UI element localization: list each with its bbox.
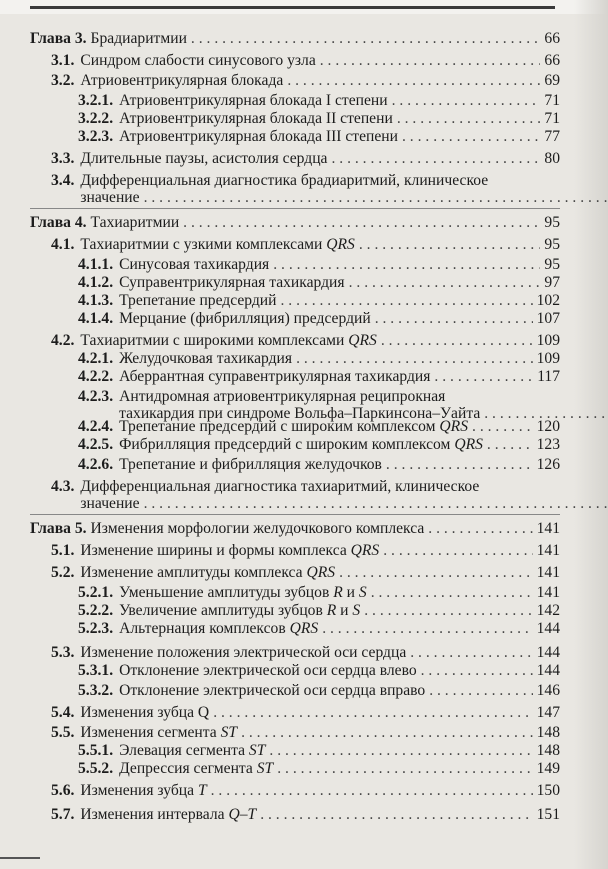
toc-page-number: 71 [544,92,560,109]
toc-entry-number: 4.2.6. [78,456,114,473]
toc-title-text: Элевация сегмента [119,742,249,759]
toc-page-number: 95 [544,256,560,273]
toc-entry-number: 3.2.2. [78,110,114,127]
toc-leader-dots [260,806,532,823]
toc-title-text: Тахиаритмии с узкими комплексами [80,236,327,253]
page-bottom-mark [0,857,40,859]
toc-entry[interactable] [30,418,560,435]
toc-title-text: Атриовентрикулярная блокада II степени [119,110,393,127]
toc-entry-number: 3.4. [51,172,75,189]
toc-leader-dots [410,644,532,661]
toc-leader-dots [241,724,533,741]
toc-page-number: 120 [536,418,560,435]
toc-entry[interactable] [30,704,560,721]
toc-entry[interactable] [30,564,560,581]
toc-entry-number: 5.5.2. [78,760,114,777]
toc-title-italic: QRS [326,236,355,253]
toc-page-number: 66 [544,52,560,69]
toc-entry-title [80,644,406,661]
toc-title-italic: S [352,602,361,619]
toc-leader-dots [339,564,533,581]
toc-page-number: 66 [544,30,560,47]
toc-entry[interactable] [30,478,560,512]
toc-title-italic: ST [220,724,238,741]
toc-title-italic: ST [248,742,266,759]
toc-entry[interactable] [30,350,560,367]
toc-entry[interactable] [30,310,560,327]
toc-page-number: 149 [536,760,560,777]
toc-entry[interactable] [30,724,560,741]
toc-entry-number: 3.1. [51,52,75,69]
toc-title-text: Изменение ширины и формы комплекса [80,542,351,559]
toc-page-number: 148 [536,724,560,741]
toc-page-number: 95 [544,214,560,231]
toc-leader-dots [213,704,532,721]
toc-page-number: 102 [536,292,560,309]
toc-entry[interactable] [30,236,560,253]
toc-entry[interactable] [30,332,560,349]
toc-entry[interactable] [30,644,560,661]
toc-entry-number: 4.1. [51,236,75,253]
toc-entry-number: 4.2.3. [78,388,114,405]
toc-entry-title-line2: значение [80,495,140,512]
toc-entry-number: 5.7. [51,806,75,823]
toc-entry-number: 4.1.3. [78,292,114,309]
toc-title-text: Трепетание предсердий с широким комплексом [119,418,440,435]
toc-leader-dots [402,128,540,145]
toc-title-text: и [342,584,359,601]
toc-entry[interactable] [30,150,560,167]
toc-entry-number: Глава 4. [30,214,87,231]
toc-page-number: 80 [544,150,560,167]
toc-entry[interactable] [30,782,560,799]
toc-leader-dots [429,682,532,699]
toc-leader-dots [428,520,532,537]
toc-entry-title [80,782,206,799]
toc-entry[interactable] [30,662,560,679]
toc-title-text: Альтернация комплексов [119,620,290,637]
toc-leader-dots [296,350,533,367]
toc-entry-number: 5.2.1. [78,584,114,601]
toc-entry-number: 4.1.1. [78,256,114,273]
toc-entry[interactable] [30,274,560,291]
toc-entry[interactable] [30,602,560,619]
toc-title-text: Отклонение электрической оси сердца вправо [119,682,426,699]
toc-entry-number: 4.2.1. [78,350,114,367]
toc-entry-number: 5.5.1. [78,742,114,759]
toc-title-text: Тахиаритмии с широкими комплексами [80,332,349,349]
toc-leader-dots [183,214,540,231]
toc-leader-dots [144,189,608,206]
toc-entry-number: 4.2. [51,332,75,349]
toc-leader-dots [281,292,533,309]
toc-title-italic: R [326,602,337,619]
toc-page-number: 141 [536,520,560,537]
toc-entry-title [119,436,483,453]
toc-entry[interactable] [30,620,560,637]
toc-entry-title [119,350,292,367]
toc-title-text: Трепетание предсердий [119,292,277,309]
toc-leader-dots [287,72,540,89]
toc-entry[interactable] [30,52,560,69]
toc-title-text: Депрессия сегмента [119,760,257,777]
toc-title-text: Изменения морфологии желудочкового комплекса [90,520,425,537]
toc-page-number: 77 [544,128,560,145]
toc-entry-number: 4.2.4. [78,418,114,435]
toc-title-italic: QRS [454,436,483,453]
toc-entry[interactable] [30,128,560,145]
toc-entry-title [80,542,379,559]
toc-entry-title-line1: Дифференциальная диагностика тахиаритмий, клиническое [80,478,480,495]
toc-entry-title-line2: тахикардия при синдроме Вольфа–Паркинсона–Уайта [119,405,481,422]
toc-title-text: Трепетание и фибрилляция желудочков [119,456,382,473]
toc-entry-title [91,214,180,231]
toc-page-number: 69 [544,72,560,89]
chapter-separator [30,208,560,209]
toc-entry-number: 5.6. [51,782,75,799]
toc-entry-number: Глава 5. [30,520,87,537]
toc-entry-number: 5.3.1. [78,662,114,679]
toc-title-text: Брадиаритмии [90,30,187,47]
toc-page-number: 107 [536,310,560,327]
toc-entry-number: 5.5. [51,724,75,741]
toc-page-number: 71 [544,110,560,127]
toc-page-number: 144 [536,644,560,661]
toc-entry-number: 5.3. [51,644,75,661]
toc-title-italic: QRS [348,332,377,349]
toc-title-italic: Q–T [228,806,257,823]
toc-title-italic: QRS [439,418,469,435]
toc-title-text: Отклонение электрической оси сердца влево [119,662,417,679]
toc-entry-title [80,564,335,581]
toc-title-text: Изменения зубца [80,782,198,799]
toc-entry-title [80,724,237,741]
toc-page-number: 123 [536,436,560,453]
toc-entry[interactable] [30,584,560,601]
toc-page-number: 109 [536,332,560,349]
toc-leader-dots [364,602,532,619]
toc-leader-dots [269,742,532,759]
toc-entry-title-line1: Дифференциальная диагностика брадиаритмий, клиническое [80,172,489,189]
page-top-edge [0,0,608,14]
toc-entry-title [119,274,345,291]
toc-leader-dots [472,418,533,435]
toc-title-text: Аберрантная суправентрикулярная тахикардия [119,368,431,385]
toc-title-text: Атриовентрикулярная блокада III степени [119,128,398,145]
toc-leader-dots [359,236,541,253]
toc-entry[interactable] [30,806,560,823]
toc-entry-number: 5.2.2. [78,602,114,619]
toc-entry[interactable] [30,30,560,47]
toc-entry[interactable] [30,542,560,559]
toc-entry-title [119,128,398,145]
toc-entry[interactable] [30,682,560,699]
toc-entry-title [80,332,376,349]
toc-page-number: 141 [536,542,560,559]
chapter-separator [30,514,560,515]
toc-entry[interactable] [30,760,560,777]
toc-entry-title [91,30,187,47]
toc-title-italic: T [197,782,207,799]
toc-entry-title [119,110,393,127]
toc-leader-dots [273,256,540,273]
toc-entry-title [119,662,417,679]
toc-page-number: 109 [536,350,560,367]
toc-title-text: Атриовентрикулярная блокада [80,72,284,89]
toc-entry-number: 3.3. [51,150,75,167]
toc-entry-number: Глава 3. [30,30,87,47]
toc-leader-dots [381,332,533,349]
toc-entry-title [119,292,276,309]
toc-entry-title-line1: Антидромная атриовентрикулярная реципрокная [119,388,446,405]
toc-entry-title [91,520,425,537]
toc-entry-title [119,584,367,601]
toc-page-number: 151 [536,806,560,823]
toc-title-text: Изменения зубца Q [80,704,210,721]
toc-entry[interactable] [30,110,560,127]
toc-entry-title [119,368,430,385]
toc-title-text: Мерцание (фибрилляция) предсердий [119,310,371,327]
toc-title-italic: QRS [350,542,380,559]
toc-title-text: Синдром слабости синусового узла [80,52,316,69]
toc-title-text: Изменения сегмента [80,724,221,741]
toc-entry[interactable] [30,214,560,231]
toc-title-italic: QRS [306,564,336,581]
toc-title-text: Атриовентрикулярная блокада I степени [119,92,388,109]
toc-entry[interactable] [30,456,560,473]
toc-entry-title [80,150,327,167]
toc-entry-number: 5.1. [51,542,75,559]
toc-entry-title [119,682,425,699]
toc-entry[interactable] [30,72,560,89]
toc-title-text: Изменение амплитуды комплекса [80,564,307,581]
toc-page-number: 117 [537,368,560,385]
toc-title-text: Длительные паузы, асистолия сердца [80,150,328,167]
toc-page-number: 126 [536,456,560,473]
page-fold-shadow [574,0,608,869]
toc-entry-title [80,806,256,823]
toc-entry-number: 4.3. [51,478,75,495]
toc-title-text: Тахиаритмии [90,214,180,231]
toc-title-text: Изменение положения электрической оси сердца [80,644,407,661]
toc-leader-dots [375,310,533,327]
toc-entry-title [119,456,382,473]
toc-entry[interactable] [30,742,560,759]
toc-title-text: Желудочковая тахикардия [119,350,293,367]
toc-title-text: и [336,602,353,619]
toc-entry-title [119,418,468,435]
toc-page-number: 144 [536,620,560,637]
toc-title-italic: ST [256,760,274,777]
toc-entry-title [80,704,209,721]
toc-leader-dots [331,150,540,167]
toc-leader-dots [487,436,533,453]
toc-entry-title-line2: значение [80,189,140,206]
toc-entry-number: 3.2.1. [78,92,114,109]
toc-entry-number: 4.2.2. [78,368,114,385]
toc-leader-dots [421,662,533,679]
toc-entry[interactable] [30,436,560,453]
toc-entry-number: 4.1.2. [78,274,114,291]
toc-leader-dots [383,542,532,559]
toc-entry-number: 5.2. [51,564,75,581]
toc-leader-dots [322,620,532,637]
toc-entry-title [80,72,283,89]
toc-entry-title [119,760,273,777]
toc-entry-title [119,310,371,327]
toc-entry-title [80,52,315,69]
toc-leader-dots [144,495,608,512]
toc-title-italic: QRS [289,620,319,637]
toc-title-italic: S [358,584,367,601]
toc-title-text: Увеличение амплитуды зубцов [119,602,327,619]
toc-entry-number: 5.2.3. [78,620,114,637]
toc-page-number: 144 [536,662,560,679]
toc-entry-number: 5.4. [51,704,75,721]
toc-entry-number: 3.2.3. [78,128,114,145]
toc-entry-title [80,236,354,253]
toc-title-text: Изменения интервала [80,806,229,823]
toc-entry-number: 4.2.5. [78,436,114,453]
toc-page-number: 141 [536,564,560,581]
toc-entry[interactable] [30,368,560,385]
toc-leader-dots [277,760,532,777]
toc-title-text: Фибрилляция предсердий с широким комплексом [119,436,455,453]
toc-entry-title [119,92,388,109]
toc-page-number: 150 [536,782,560,799]
toc-page-number: 97 [544,274,560,291]
toc-page-number: 146 [536,682,560,699]
toc-page-number: 141 [536,584,560,601]
toc-entry-number: 4.1.4. [78,310,114,327]
toc-leader-dots [392,92,541,109]
toc-entry-title [119,256,269,273]
toc-leader-dots [320,52,541,69]
toc-title-text: Синусовая тахикардия [119,256,270,273]
toc-leader-dots [211,782,533,799]
toc-entry[interactable] [30,388,560,422]
toc-entry[interactable] [30,256,560,273]
toc-title-text: Уменьшение амплитуды зубцов [119,584,334,601]
toc-leader-dots [397,110,541,127]
toc-entry[interactable] [30,172,560,206]
toc-page-number: 148 [536,742,560,759]
toc-entry-title [119,742,265,759]
toc-entry[interactable] [30,520,560,537]
toc-leader-dots [349,274,541,291]
toc-leader-dots [434,368,533,385]
toc-title-italic: R [333,584,343,601]
toc-entry-title [119,620,318,637]
toc-page-number: 147 [536,704,560,721]
toc-title-text: Суправентрикулярная тахикардия [119,274,345,291]
toc-page-number: 95 [544,236,560,253]
toc-entry-title [119,602,360,619]
toc-entry[interactable] [30,292,560,309]
toc-leader-dots [371,584,533,601]
toc-leader-dots [386,456,533,473]
toc-leader-dots [191,30,540,47]
toc-entry-number: 3.2. [51,72,75,89]
toc-entry-number: 5.3.2. [78,682,114,699]
toc-page-number: 142 [536,602,560,619]
toc-entry[interactable] [30,92,560,109]
